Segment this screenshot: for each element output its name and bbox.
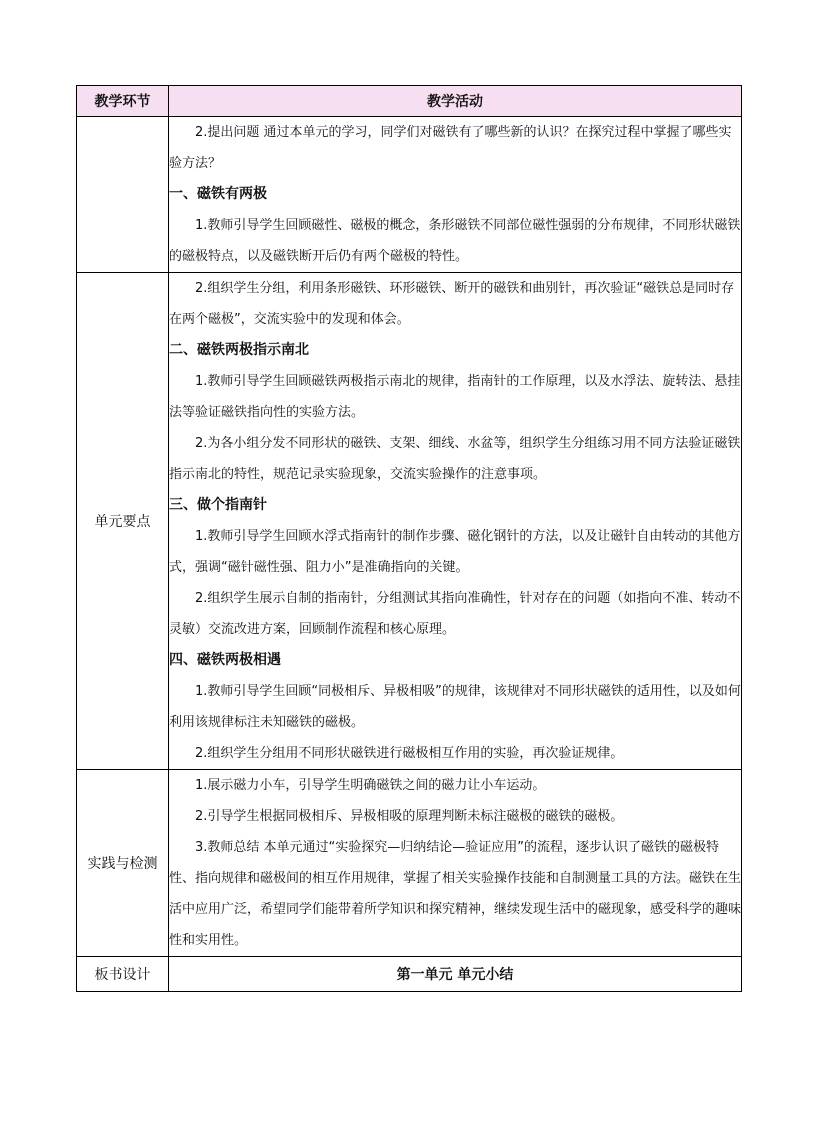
section-heading: 四、磁铁两极相遇 [169,652,281,668]
header-teaching-activity: 教学活动 [169,86,742,117]
table-row [77,957,742,992]
paragraph: 2.引导学生根据同极相斥、异极相吸的原理判断未标注磁极的磁铁的磁极。 [195,809,624,824]
paragraph: 1.展示磁力小车，引导学生明确磁铁之间的磁力让小车运动。 [195,778,546,793]
paragraph: 2.组织学生分组用不同形状磁铁进行磁极相互作用的实验，再次验证规律。 [195,746,624,761]
section-heading: 一、磁铁有两极 [169,186,267,202]
table-row [77,770,742,957]
paragraph: 1.教师引导学生回顾磁性、磁极的概念，条形磁铁不同部位磁性强弱的分布规律，不同形状磁铁的磁极特点，以及磁铁断开后仍有两个磁极的特性。 [169,218,741,264]
activity-cell [169,770,742,957]
board-design-label: 板书设计 [77,957,169,992]
practice-check-label: 实践与检测 [77,770,169,957]
unit-key-points-label: 单元要点 [77,273,169,770]
section-heading: 二、磁铁两极指示南北 [169,342,309,358]
paragraph: 2.提出问题 通过本单元的学习，同学们对磁铁有了哪些新的认识？在探究过程中掌握了哪些实验方法？ [169,125,732,171]
activity-cell [169,273,742,770]
table-row [77,273,742,770]
paragraph: 3.教师总结 本单元通过“实验探究—归纳结论—验证应用”的流程，逐步认识了磁铁的磁极特性、指向规律和磁极间的相互作用规律，掌握了相关实验操作技能和自制测量工具的方法。磁铁在生活中应用广泛，希望同学们能带着所学知识和探究精神，继续发现生活中的磁现象，感受科学的趣味性和实用性。 [169,840,742,948]
paragraph: 1.教师引导学生回顾“同极相斥、异极相吸”的规律，该规律对不同形状磁铁的适用性，以及如何利用该规律标注未知磁铁的磁极。 [169,684,741,730]
paragraph: 1.教师引导学生回顾磁铁两极指示南北的规律，指南针的工作原理，以及水浮法、旋转法、悬挂法等验证磁铁指向性的实验方法。 [169,374,741,420]
section-heading: 三、做个指南针 [169,497,267,513]
paragraph: 2.组织学生展示自制的指南针，分组测试其指向准确性，针对存在的问题（如指向不准、转动不灵敏）交流改进方案，回顾制作流程和核心原理。 [169,591,741,637]
activity-cell [169,117,742,273]
paragraph: 2.组织学生分组，利用条形磁铁、环形磁铁、断开的磁铁和曲别针，再次验证“磁铁总是同时存在两个磁极”，交流实验中的发现和体会。 [169,281,735,327]
empty-label-cell [77,117,169,273]
table-header-row [77,86,742,117]
paragraph: 1.教师引导学生回顾水浮式指南针的制作步骤、磁化钢针的方法，以及让磁针自由转动的其他方式，强调“磁针磁性强、阻力小”是准确指向的关键。 [169,529,741,575]
header-teaching-stage: 教学环节 [77,86,169,117]
lesson-plan-table [76,85,742,992]
paragraph: 2.为各小组分发不同形状的磁铁、支架、细线、水盆等，组织学生分组练习用不同方法验证磁铁指示南北的特性，规范记录实验现象，交流实验操作的注意事项。 [169,436,741,482]
table-row [77,117,742,273]
board-design-title: 第一单元 单元小结 [169,957,742,992]
